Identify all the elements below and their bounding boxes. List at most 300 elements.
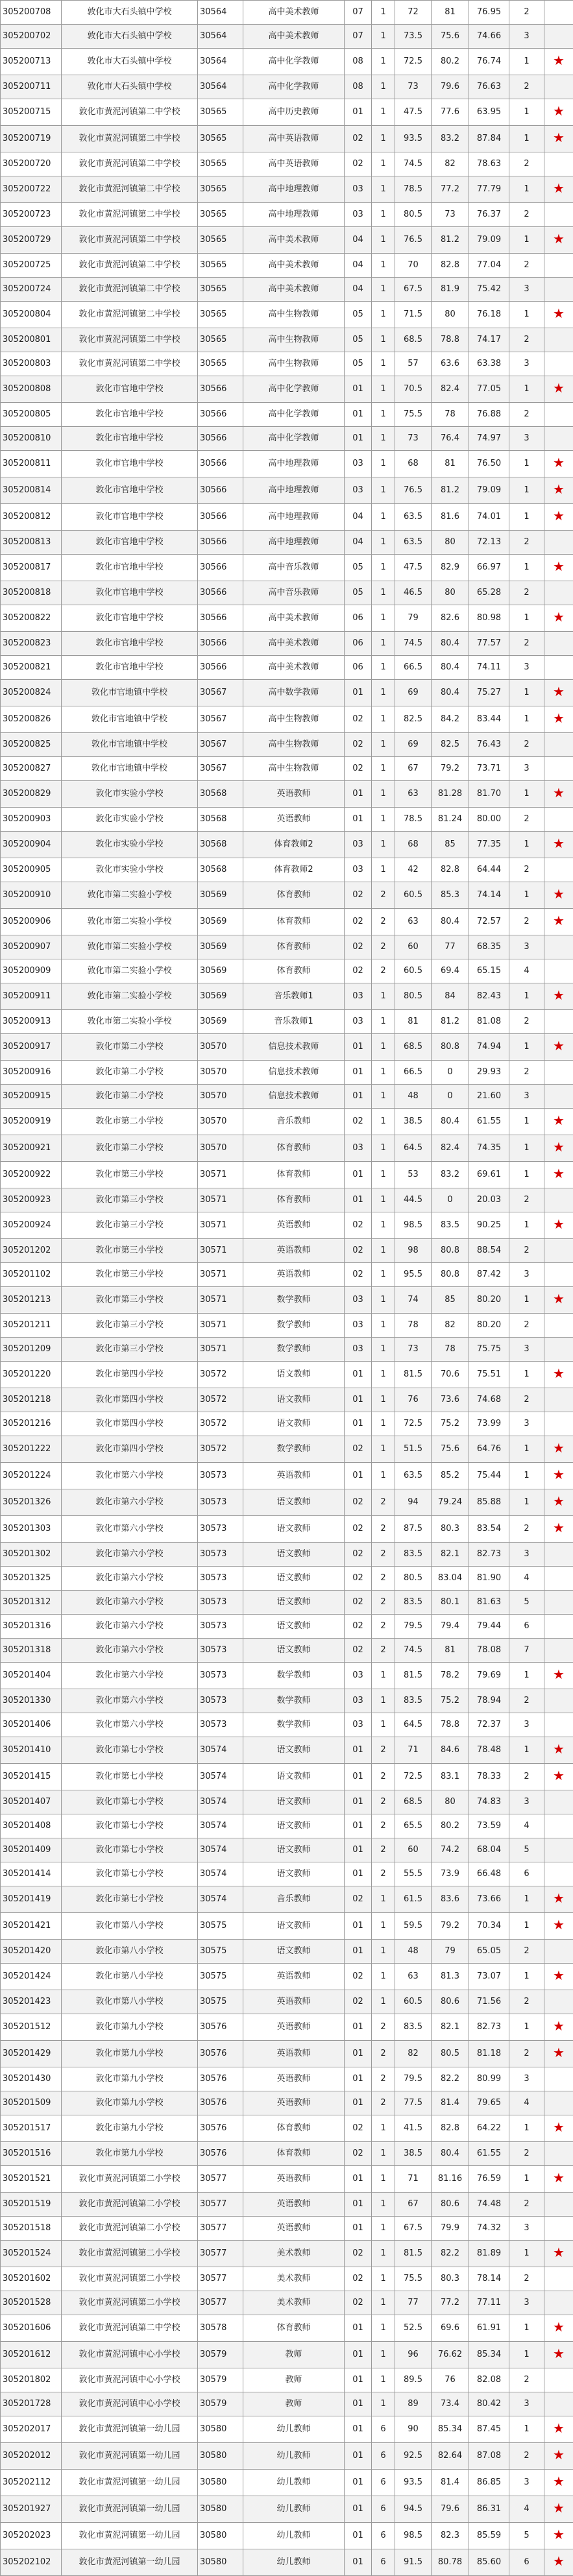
unit-code-cell: 30565 [198,302,243,328]
quota-cell: 2 [372,2014,395,2041]
position-name-cell: 高中美术教师 [243,656,345,680]
position-name-cell: 体育教师 [243,1162,345,1188]
selected-marker-cell [544,1689,573,1713]
written-score-cell: 72.5 [395,49,432,75]
school-name-cell: 敦化市第九小学校 [62,2014,198,2041]
unit-code-cell: 30573 [198,1615,243,1639]
written-score-cell: 82 [395,2041,432,2067]
rank-cell: 5 [509,2523,544,2549]
rank-cell: 2 [509,2142,544,2166]
unit-code-cell: 30566 [198,656,243,680]
exam-number-cell: 305200829 [1,781,62,808]
rank-cell: 1 [509,504,544,531]
table-row [1,808,573,832]
selected-star-icon: ★ [553,180,565,196]
rank-cell: 2 [509,2193,544,2217]
quota-cell: 1 [372,1886,395,1913]
selected-marker-cell [544,882,573,909]
interview-score-cell: 81.2 [432,1010,469,1034]
rank-cell: 2 [509,2443,544,2470]
total-score-cell: 77.11 [469,2291,509,2315]
written-score-cell: 67 [395,2193,432,2217]
quota-cell: 1 [372,581,395,605]
written-score-cell: 76.5 [395,227,432,254]
written-score-cell: 80.5 [395,983,432,1010]
selected-star-icon: ★ [553,1520,565,1535]
school-name-cell: 敦化市黄泥河镇第二中学校 [62,302,198,328]
position-code-cell: 01 [345,1061,372,1085]
rank-cell: 2 [509,2267,544,2291]
school-name-cell: 敦化市第九小学校 [62,2142,198,2166]
rank-cell: 3 [509,1263,544,1287]
selected-marker-cell [544,1362,573,1388]
exam-number-cell: 305202012 [1,2443,62,2470]
unit-code-cell: 30568 [198,808,243,832]
interview-score-cell: 78 [432,1338,469,1362]
unit-code-cell: 30574 [198,1737,243,1764]
position-name-cell: 语文教师 [243,1567,345,1591]
quota-cell: 1 [372,376,395,403]
position-name-cell: 教师 [243,2368,345,2392]
selected-marker-cell [544,680,573,706]
selected-star-icon: ★ [553,130,565,145]
rank-cell: 3 [509,1543,544,1567]
table-row [1,1639,573,1663]
unit-code-cell: 30573 [198,1663,243,1689]
unit-code-cell: 30564 [198,25,243,49]
unit-code-cell: 30574 [198,1764,243,1790]
unit-code-cell: 30566 [198,376,243,403]
interview-score-cell: 83.2 [432,126,469,152]
written-score-cell: 51.5 [395,1436,432,1463]
rank-cell: 3 [509,1790,544,1814]
written-score-cell: 76 [395,1388,432,1412]
school-name-cell: 敦化市实验小学校 [62,832,198,858]
table-row [1,2523,573,2549]
position-code-cell: 01 [345,99,372,126]
school-name-cell: 敦化市第六小学校 [62,1463,198,1489]
total-score-cell: 85.59 [469,2523,509,2549]
exam-number-cell: 305201419 [1,1886,62,1913]
position-code-cell: 03 [345,1135,372,1162]
position-code-cell: 02 [345,1615,372,1639]
rank-cell: 1 [509,176,544,203]
position-name-cell: 数学教师 [243,1713,345,1737]
written-score-cell: 73 [395,427,432,451]
school-name-cell: 敦化市黄泥河镇第二小学校 [62,2166,198,2193]
interview-score-cell: 74.2 [432,1838,469,1862]
rank-cell: 1 [509,2166,544,2193]
selected-star-icon: ★ [553,913,565,928]
total-score-cell: 76.37 [469,203,509,227]
written-score-cell: 68 [395,832,432,858]
total-score-cell: 61.55 [469,2142,509,2166]
written-score-cell: 63 [395,909,432,935]
table-row [1,477,573,504]
position-name-cell: 高中生物教师 [243,706,345,733]
rank-cell: 2 [509,328,544,352]
table-row [1,706,573,733]
exam-number-cell: 305200804 [1,302,62,328]
school-name-cell: 敦化市实验小学校 [62,781,198,808]
position-name-cell: 高中地理教师 [243,504,345,531]
interview-score-cell: 75.6 [432,1436,469,1463]
position-code-cell: 01 [345,1913,372,1940]
interview-score-cell: 80.8 [432,1034,469,1061]
position-name-cell: 英语教师 [243,2193,345,2217]
selected-star-icon: ★ [553,1166,565,1181]
position-name-cell: 体育教师 [243,882,345,909]
quota-cell: 1 [372,302,395,328]
rank-cell: 2 [509,1,544,25]
position-code-cell: 02 [345,1990,372,2014]
selected-marker-cell [544,176,573,203]
position-code-cell: 03 [345,858,372,882]
school-name-cell: 敦化市黄泥河镇第二中学校 [62,352,198,376]
interview-score-cell: 69.4 [432,959,469,983]
interview-score-cell: 82.3 [432,2523,469,2549]
selected-star-icon: ★ [553,1917,565,1932]
selected-marker-cell [544,1109,573,1135]
exam-number-cell: 305200715 [1,99,62,126]
position-code-cell: 02 [345,1489,372,1516]
selected-marker-cell [544,1188,573,1212]
exam-number-cell: 305201512 [1,2014,62,2041]
position-name-cell: 美术教师 [243,2267,345,2291]
position-code-cell: 01 [345,1838,372,1862]
exam-number-cell: 305201927 [1,2496,62,2523]
selected-marker-cell [544,1964,573,1990]
position-name-cell: 英语教师 [243,2217,345,2241]
total-score-cell: 64.22 [469,2115,509,2142]
quota-cell: 2 [372,2091,395,2115]
selected-marker-cell [544,2496,573,2523]
quota-cell: 1 [372,352,395,376]
rank-cell: 6 [509,1862,544,1886]
position-name-cell: 美术教师 [243,2291,345,2315]
position-code-cell: 01 [345,2041,372,2067]
school-name-cell: 敦化市第二小学校 [62,1085,198,1109]
unit-code-cell: 30577 [198,2193,243,2217]
quota-cell: 1 [372,832,395,858]
exam-number-cell: 305201521 [1,2166,62,2193]
quota-cell: 1 [372,757,395,781]
exam-number-cell: 305200729 [1,227,62,254]
table-row [1,152,573,176]
unit-code-cell: 30566 [198,504,243,531]
interview-score-cell: 82.8 [432,2115,469,2142]
interview-score-cell: 77.2 [432,176,469,203]
school-name-cell: 敦化市第九小学校 [62,2067,198,2091]
rank-cell: 3 [509,2291,544,2315]
interview-score-cell: 80.1 [432,1591,469,1615]
selected-star-icon: ★ [553,1667,565,1682]
table-row [1,2416,573,2443]
position-code-cell: 02 [345,2291,372,2315]
table-row [1,2496,573,2523]
position-code-cell: 03 [345,1663,372,1689]
position-code-cell: 05 [345,302,372,328]
unit-code-cell: 30574 [198,1886,243,1913]
quota-cell: 6 [372,2549,395,2576]
table-row [1,352,573,376]
exam-number-cell: 305200801 [1,328,62,352]
table-row [1,1615,573,1639]
rank-cell: 2 [509,531,544,555]
position-code-cell: 07 [345,1,372,25]
unit-code-cell: 30569 [198,1010,243,1034]
school-name-cell: 敦化市第九小学校 [62,2115,198,2142]
school-name-cell: 敦化市第三小学校 [62,1239,198,1263]
position-name-cell: 语文教师 [243,1362,345,1388]
unit-code-cell: 30565 [198,328,243,352]
quota-cell: 6 [372,2416,395,2443]
total-score-cell: 76.43 [469,733,509,757]
table-row [1,25,573,49]
position-name-cell: 体育教师 [243,935,345,959]
school-name-cell: 敦化市黄泥河镇第一幼儿园 [62,2443,198,2470]
exam-number-cell: 305201213 [1,1287,62,1314]
selected-star-icon: ★ [553,508,565,524]
written-score-cell: 78.5 [395,808,432,832]
rank-cell: 2 [509,1239,544,1263]
position-code-cell: 02 [345,733,372,757]
exam-number-cell: 305200708 [1,1,62,25]
selected-marker-cell [544,605,573,632]
written-score-cell: 41.5 [395,2115,432,2142]
written-score-cell: 74.5 [395,632,432,656]
unit-code-cell: 30571 [198,1263,243,1287]
rank-cell: 1 [509,2342,544,2368]
selected-marker-cell [544,227,573,254]
unit-code-cell: 30567 [198,733,243,757]
rank-cell: 2 [509,1010,544,1034]
table-row [1,1239,573,1263]
unit-code-cell: 30566 [198,403,243,427]
table-row [1,1964,573,1990]
interview-score-cell: 80.4 [432,632,469,656]
school-name-cell: 敦化市官地中学校 [62,504,198,531]
selected-marker-cell [544,75,573,99]
unit-code-cell: 30565 [198,254,243,278]
table-row [1,1543,573,1567]
total-score-cell: 85.88 [469,1489,509,1516]
position-code-cell: 03 [345,477,372,504]
selected-star-icon: ★ [553,306,565,321]
selected-marker-cell [544,2193,573,2217]
table-row [1,126,573,152]
total-score-cell: 88.54 [469,1239,509,1263]
selected-star-icon: ★ [553,559,565,574]
school-name-cell: 敦化市第九小学校 [62,2041,198,2067]
position-code-cell: 02 [345,1263,372,1287]
exam-number-cell: 305200823 [1,632,62,656]
quota-cell: 2 [372,1567,395,1591]
school-name-cell: 敦化市黄泥河镇第二中学校 [62,227,198,254]
quota-cell: 1 [372,2342,395,2368]
interview-score-cell: 73.6 [432,1388,469,1412]
position-code-cell: 03 [345,1338,372,1362]
position-code-cell: 02 [345,126,372,152]
table-row [1,1388,573,1412]
exam-number-cell: 305201408 [1,1814,62,1838]
table-row [1,2342,573,2368]
written-score-cell: 68.5 [395,1790,432,1814]
total-score-cell: 87.42 [469,1263,509,1287]
position-name-cell: 语文教师 [243,1737,345,1764]
unit-code-cell: 30569 [198,935,243,959]
exam-number-cell: 305201303 [1,1516,62,1543]
position-code-cell: 04 [345,227,372,254]
written-score-cell: 79.5 [395,2067,432,2091]
interview-score-cell: 79.9 [432,2217,469,2241]
table-row [1,176,573,203]
written-score-cell: 60 [395,1838,432,1862]
total-score-cell: 64.76 [469,1436,509,1463]
position-code-cell: 01 [345,2342,372,2368]
position-code-cell: 05 [345,328,372,352]
position-code-cell: 01 [345,808,372,832]
rank-cell: 3 [509,2067,544,2091]
school-name-cell: 敦化市黄泥河镇第二中学校 [62,2315,198,2342]
exam-number-cell: 305202023 [1,2523,62,2549]
written-score-cell: 82.5 [395,706,432,733]
total-score-cell: 79.44 [469,1615,509,1639]
interview-score-cell: 75.6 [432,25,469,49]
exam-number-cell: 305201326 [1,1489,62,1516]
exam-number-cell: 305201509 [1,2091,62,2115]
quota-cell: 1 [372,1212,395,1239]
rank-cell: 1 [509,680,544,706]
total-score-cell: 79.69 [469,1663,509,1689]
written-score-cell: 46.5 [395,581,432,605]
rank-cell: 3 [509,1412,544,1436]
position-code-cell: 03 [345,983,372,1010]
selected-marker-cell [544,2014,573,2041]
written-score-cell: 38.5 [395,1109,432,1135]
interview-score-cell: 84 [432,983,469,1010]
exam-number-cell: 305200917 [1,1034,62,1061]
quota-cell: 1 [372,531,395,555]
rank-cell: 1 [509,1737,544,1764]
rank-cell: 2 [509,403,544,427]
interview-score-cell: 80.4 [432,656,469,680]
interview-score-cell: 63.6 [432,352,469,376]
position-name-cell: 高中地理教师 [243,531,345,555]
written-score-cell: 83.5 [395,1591,432,1615]
rank-cell: 2 [509,2041,544,2067]
interview-score-cell: 82.8 [432,858,469,882]
total-score-cell: 74.66 [469,25,509,49]
selected-marker-cell [544,1,573,25]
written-score-cell: 73 [395,75,432,99]
written-score-cell: 93.5 [395,2470,432,2496]
selected-marker-cell [544,2217,573,2241]
position-name-cell: 高中英语教师 [243,152,345,176]
school-name-cell: 敦化市第六小学校 [62,1639,198,1663]
position-code-cell: 03 [345,1713,372,1737]
unit-code-cell: 30575 [198,1940,243,1964]
exam-number-cell: 305201524 [1,2241,62,2267]
exam-number-cell: 305200817 [1,555,62,581]
selected-marker-cell [544,2443,573,2470]
selected-star-icon: ★ [553,2500,565,2516]
position-name-cell: 高中美术教师 [243,254,345,278]
position-name-cell: 数学教师 [243,1314,345,1338]
table-row [1,2368,573,2392]
unit-code-cell: 30565 [198,203,243,227]
unit-code-cell: 30572 [198,1362,243,1388]
rank-cell: 1 [509,555,544,581]
selected-marker-cell [544,1639,573,1663]
total-score-cell: 76.88 [469,403,509,427]
total-score-cell: 78.14 [469,2267,509,2291]
total-score-cell: 69.61 [469,1162,509,1188]
quota-cell: 2 [372,935,395,959]
interview-score-cell: 82.64 [432,2443,469,2470]
selected-marker-cell [544,1567,573,1591]
selected-marker-cell [544,25,573,49]
unit-code-cell: 30576 [198,2142,243,2166]
position-code-cell: 02 [345,1591,372,1615]
position-code-cell: 02 [345,935,372,959]
selected-marker-cell [544,757,573,781]
exam-number-cell: 305201102 [1,1263,62,1287]
interview-score-cell: 82.5 [432,733,469,757]
quota-cell: 1 [372,2241,395,2267]
selected-marker-cell [544,858,573,882]
total-score-cell: 74.32 [469,2217,509,2241]
selected-marker-cell [544,935,573,959]
position-name-cell: 信息技术教师 [243,1061,345,1085]
selected-star-icon: ★ [553,1139,565,1155]
school-name-cell: 敦化市第三小学校 [62,1162,198,1188]
position-name-cell: 语文教师 [243,1838,345,1862]
rank-cell: 2 [509,1188,544,1212]
written-score-cell: 96 [395,2342,432,2368]
unit-code-cell: 30571 [198,1287,243,1314]
selected-marker-cell [544,2091,573,2115]
selected-marker-cell [544,1790,573,1814]
quota-cell: 1 [372,1135,395,1162]
rank-cell: 1 [509,477,544,504]
position-code-cell: 06 [345,632,372,656]
selected-marker-cell [544,781,573,808]
unit-code-cell: 30571 [198,1188,243,1212]
position-code-cell: 02 [345,757,372,781]
school-name-cell: 敦化市第九小学校 [62,2091,198,2115]
interview-score-cell: 78.2 [432,1663,469,1689]
table-row [1,1489,573,1516]
interview-score-cell: 75.2 [432,1689,469,1713]
school-name-cell: 敦化市官地中学校 [62,376,198,403]
school-name-cell: 敦化市第四小学校 [62,1412,198,1436]
school-name-cell: 敦化市第八小学校 [62,1990,198,2014]
selected-star-icon: ★ [553,2553,565,2569]
unit-code-cell: 30571 [198,1338,243,1362]
selected-marker-cell [544,49,573,75]
table-row [1,1764,573,1790]
selected-star-icon: ★ [553,1890,565,1906]
exam-number-cell: 305200913 [1,1010,62,1034]
table-row [1,2392,573,2416]
exam-number-cell: 305200805 [1,403,62,427]
selected-marker-cell [544,2315,573,2342]
quota-cell: 1 [372,1188,395,1212]
position-code-cell: 02 [345,882,372,909]
quota-cell: 1 [372,25,395,49]
rank-cell: 1 [509,227,544,254]
